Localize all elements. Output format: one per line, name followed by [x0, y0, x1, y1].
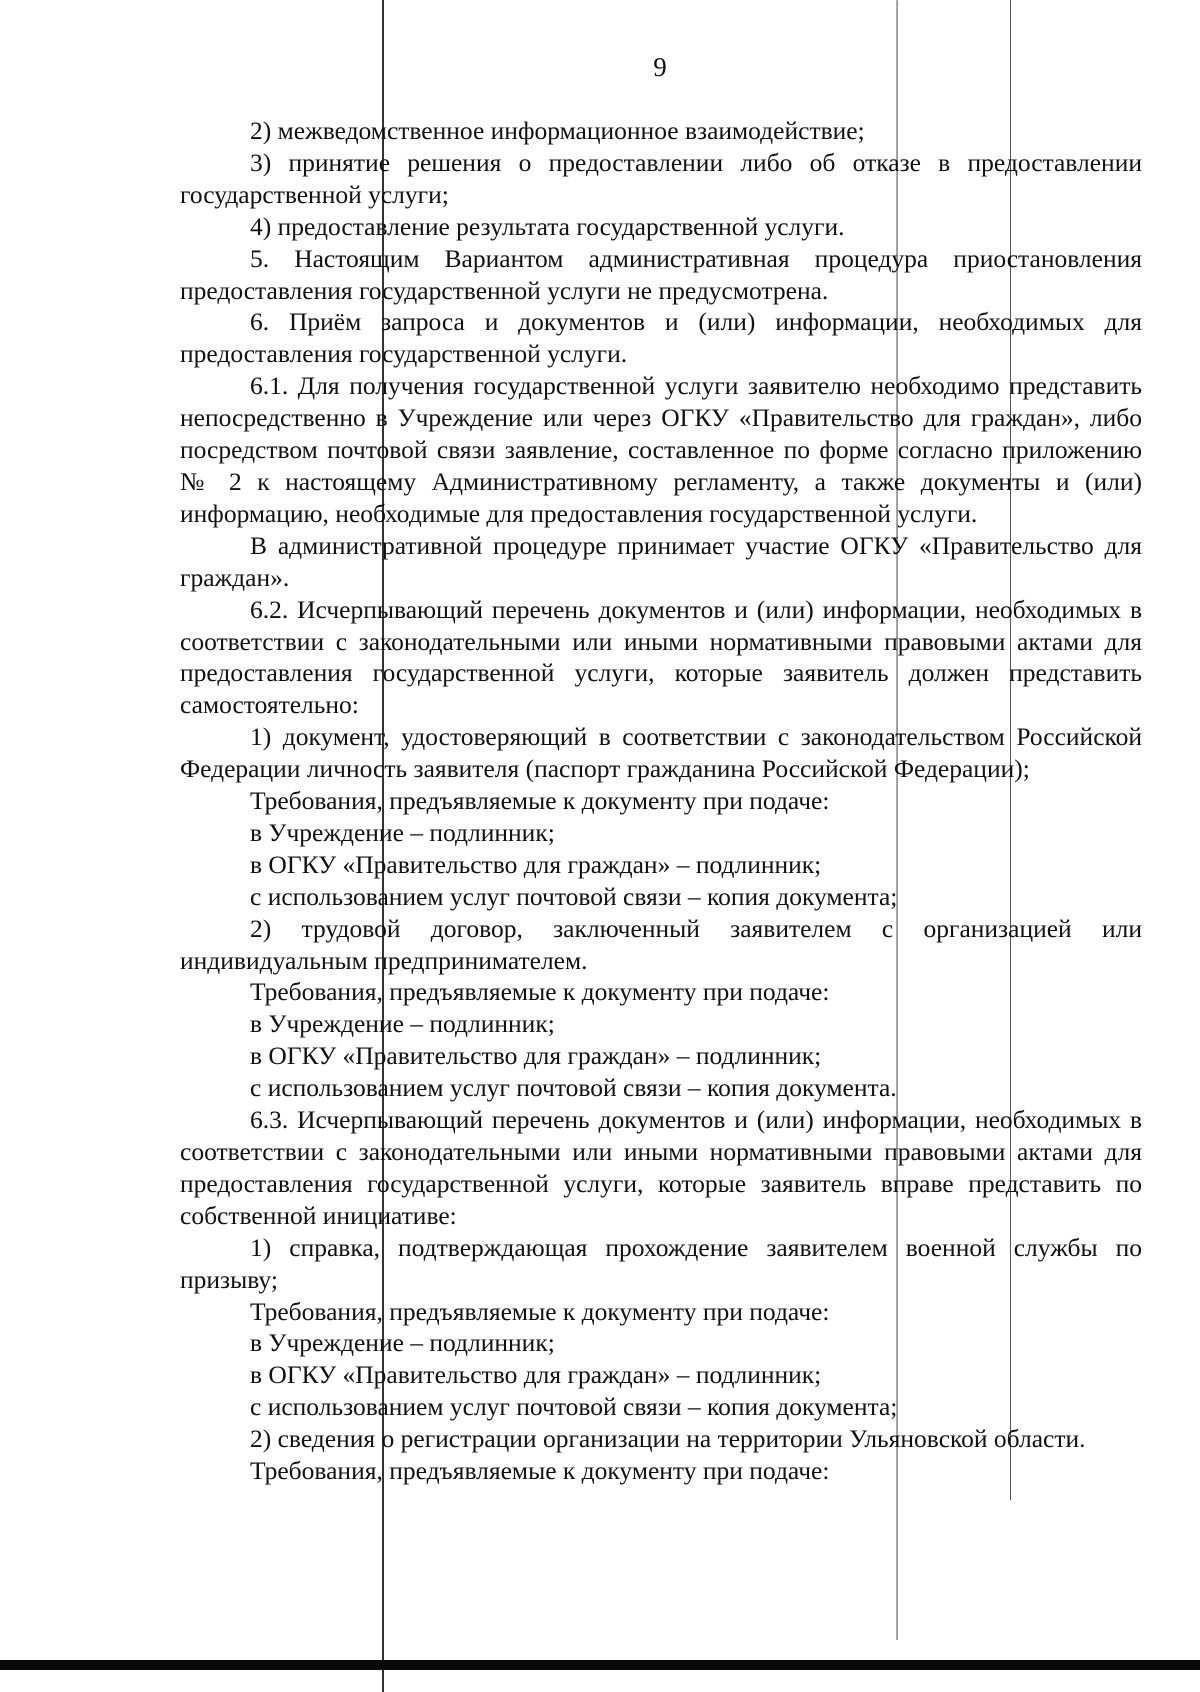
paragraph: 6.1. Для получения государственной услуги заявителю необходимо представить непосредственно в Учреждение или через ОГКУ «Правительство для граждан», либо посредством почтовой связи заявление, составленное по форме согласно приложению № 2 к настоящему Административному регламенту, а также документы и (или) информацию, необходимые для предоставления государственной услуги.: [180, 371, 1142, 528]
paragraph: 1) документ, удостоверяющий в соответствии с законодательством Российской Федерации личность заявителя (паспорт гражданина Российской Федерации);: [180, 722, 1142, 784]
paragraph: В административной процедуре принимает участие ОГКУ «Правительство для граждан».: [180, 530, 1142, 592]
paragraph: 4) предоставление результата государственной услуги.: [250, 211, 845, 241]
paragraph: Требования, предъявляемые к документу при подаче:: [250, 1296, 830, 1326]
paragraph: 6.2. Исчерпывающий перечень документов и (или) информации, необходимых в соответствии с законодательными или иными нормативными правовыми актами для предоставления государственной услуги, которые заявитель должен представить самостоятельно:: [180, 594, 1142, 720]
document-body: [180, 115, 1142, 1487]
paragraph: 5. Настоящим Вариантом административная процедура приостановления предоставления государственной услуги не предусмотрена.: [180, 243, 1142, 305]
paragraph: 2) трудовой договор, заключенный заявителем с организацией или индивидуальным предпринимателем.: [180, 913, 1142, 975]
paragraph: в ОГКУ «Правительство для граждан» – подлинник;: [250, 1360, 822, 1390]
paragraph: 2) сведения о регистрации организации на территории Ульяновской области.: [250, 1424, 1086, 1454]
paragraph: в Учреждение – подлинник;: [250, 817, 555, 847]
paragraph: 3) принятие решения о предоставлении либо об отказе в предоставлении государственной услуги;: [180, 147, 1142, 209]
scan-bottom-edge: [0, 1660, 1200, 1670]
paragraph: 2) межведомственное информационное взаимодействие;: [250, 116, 865, 145]
paragraph: в ОГКУ «Правительство для граждан» – подлинник;: [250, 849, 822, 879]
paragraph: Требования, предъявляемые к документу при подаче:: [250, 977, 830, 1007]
paragraph: с использованием услуг почтовой связи – копия документа;: [250, 881, 898, 911]
paragraph: в Учреждение – подлинник;: [250, 1009, 555, 1039]
paragraph: в ОГКУ «Правительство для граждан» – подлинник;: [250, 1041, 822, 1071]
paragraph: 6.3. Исчерпывающий перечень документов и (или) информации, необходимых в соответствии с законодательными или иными нормативными правовыми актами для предоставления государственной услуги, которые заявитель вправе представить по собственной инициативе:: [180, 1105, 1142, 1230]
paragraph: 1) справка, подтверждающая прохождение заявителем военной службы по призыву;: [180, 1232, 1142, 1294]
paragraph: Требования, предъявляемые к документу при подаче:: [250, 786, 830, 816]
page-number: 9: [653, 52, 667, 82]
paragraph: с использованием услуг почтовой связи – копия документа;: [250, 1392, 898, 1422]
paragraph: в Учреждение – подлинник;: [250, 1328, 555, 1358]
paragraph: с использованием услуг почтовой связи – копия документа.: [250, 1073, 897, 1103]
paragraph: 6. Приём запроса и документов и (или) информации, необходимых для предоставления государственной услуги.: [180, 307, 1142, 369]
paragraph: Требования, предъявляемые к документу при подаче:: [250, 1456, 830, 1486]
